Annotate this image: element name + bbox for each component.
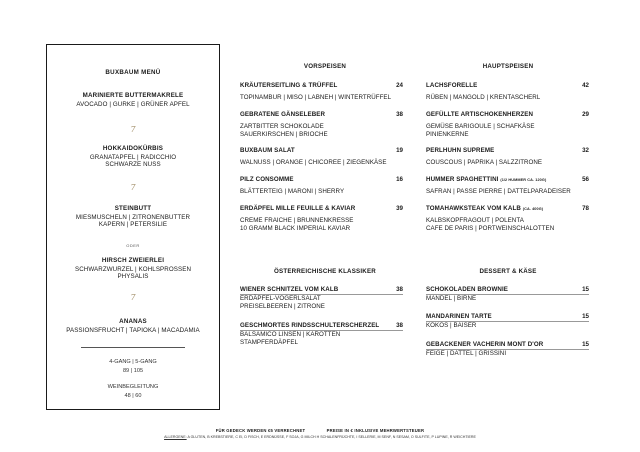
gang-label: 4-GANG | 5-GANG: [109, 359, 157, 365]
item-portion: (1/2 HUMMER CA. 120G): [500, 178, 547, 182]
footer-notes: [0, 428, 640, 433]
item-desc: RÜBEN | MANGOLD | KRENTASCHERL: [426, 94, 541, 101]
tasting-menu-title: BUXBAUM MENÜ: [105, 69, 161, 76]
tasting-menu-box: [46, 44, 220, 410]
menu-item: [426, 205, 589, 234]
course-line: GRANATAPFEL | RADICCHIO: [89, 154, 177, 161]
divider: [81, 347, 185, 348]
tasting-course: [49, 145, 217, 168]
item-price: 38: [396, 286, 403, 293]
item-name: GEBRATENE GÄNSELEBER: [240, 111, 326, 118]
item-desc: CAFE DE PARIS | PORTWEINSCHALOTTEN: [426, 225, 555, 233]
item-desc: BLÄTTERTEIG | MARONI | SHERRY: [240, 188, 345, 195]
wine-prices: 48 | 60: [124, 393, 142, 399]
course-name: STEINBUTT: [114, 205, 152, 212]
menu-item: [240, 286, 403, 311]
menu-item: [240, 111, 403, 140]
item-desc: FEIGE | DATTEL | GRISSINI: [426, 349, 507, 357]
course-line: KAPERN | PETERSILIE: [98, 221, 168, 228]
course-name: HIRSCH ZWEIERLEI: [101, 257, 165, 264]
item-price: 38: [396, 322, 403, 329]
course-line: SCHWARZE NUSS: [105, 161, 161, 168]
item-price: 38: [396, 111, 403, 118]
item-desc: PREISELBEEREN | ZITRONE: [240, 303, 325, 310]
menu-item: [426, 286, 589, 303]
ornament-icon: 7: [130, 183, 136, 192]
item-price: 78: [582, 205, 589, 212]
course-line: PASSIONSFRUCHT | TAPIOKA | MACADAMIA: [66, 327, 200, 334]
dessert-heading: DESSERT & KÄSE: [479, 268, 537, 275]
item-price: 16: [396, 176, 403, 183]
item-price: 42: [582, 82, 589, 89]
item-name: WIENER SCHNITZEL VOM KALB: [240, 286, 339, 293]
tasting-course: [49, 257, 217, 280]
gedeck-note: FÜR GEDECK WERDEN €5 VERRECHNET: [215, 428, 306, 433]
item-name: MANDARINEN TARTE: [426, 313, 492, 320]
course-line: SCHWARZWURZEL | KOHLSPROSSEN: [74, 266, 192, 273]
allergen-legend: [0, 435, 640, 439]
menu-item: [426, 111, 589, 140]
menu-item: [240, 82, 403, 102]
item-price: 15: [582, 341, 589, 348]
allergen-label: ALLERGENE:: [164, 435, 187, 439]
menu-item: [240, 176, 403, 196]
item-name: GEBACKENER VACHERIN MONT D'OR: [426, 341, 544, 348]
item-name: LACHSFORELLE: [426, 82, 478, 89]
menu-item: [426, 82, 589, 102]
item-desc: SAFRAN | PASSE PIERRE | DATTELPARADEISER: [426, 188, 571, 195]
item-desc: SAUERKIRSCHEN | BRIOCHE: [240, 131, 328, 139]
preise-note: PREISE IN € INKLUSIVE MEHRWERTSTEUER: [326, 428, 425, 433]
menu-item: [240, 147, 403, 167]
item-desc: KOKOS | BAISER: [426, 321, 477, 329]
item-price: 19: [396, 147, 403, 154]
tasting-course: [49, 318, 217, 334]
item-name-text: TOMAHAWKSTEAK VOM KALB: [426, 205, 521, 212]
item-desc: GEMÜSE BARIGOULE | SCHAFKÄSE: [426, 123, 535, 130]
item-desc: COUSCOUS | PAPRIKA | SALZZITRONE: [426, 159, 543, 166]
item-price: 32: [582, 147, 589, 154]
item-name: GEFÜLLTE ARTISCHOKENHERZEN: [426, 111, 534, 118]
item-desc: KALBSKOPFRAGOUT | POLENTA: [426, 217, 524, 224]
course-name: ANANAS: [119, 318, 147, 325]
item-name: PERLHUHN SUPREME: [426, 147, 495, 154]
item-name: SCHOKOLADEN BROWNIE: [426, 286, 508, 293]
item-name: KRÄUTERSEITLING & TRÜFFEL: [240, 82, 338, 89]
tasting-course: [49, 205, 217, 228]
item-price: 56: [582, 176, 589, 183]
menu-item: [240, 205, 403, 234]
item-name: [426, 176, 546, 183]
gang-prices: 89 | 105: [122, 368, 144, 374]
item-desc: PINIENKERNE: [426, 131, 469, 139]
item-portion: (CA. 400G): [522, 207, 544, 211]
item-desc: 10 GRAMM BLACK IMPERIAL KAVIAR: [240, 225, 351, 233]
course-line: AVOCADO | GURKE | GRÜNER APFEL: [76, 101, 190, 108]
item-desc: CREME FRAICHE | BRUNNENKRESSE: [240, 217, 354, 224]
item-name-text: HUMMER SPAGHETTINI: [426, 176, 499, 183]
item-desc: BALSAMICO LINSEN | KAROTTEN: [240, 330, 341, 338]
menu-item: [426, 147, 589, 167]
klassiker-heading: ÖSTERREICHISCHE KLASSIKER: [274, 268, 376, 275]
item-name: PILZ CONSOMME: [240, 176, 294, 183]
item-desc: WALNUSS | ORANGE | CHICOREE | ZIEGENKÄSE: [240, 159, 387, 166]
wine-label: WEINBEGLEITUNG: [107, 384, 159, 390]
or-label: ODER: [126, 243, 140, 248]
menu-item: [240, 322, 403, 347]
item-name: ERDÄPFEL MILLE FEUILLE & KAVIAR: [240, 205, 356, 212]
menu-item: [426, 313, 589, 330]
item-desc: STAMPFERDÄPFEL: [240, 339, 298, 346]
item-name: BUXBAUM SALAT: [240, 147, 295, 154]
item-name: GESCHMORTES RINDSSCHULTERSCHERZEL: [240, 322, 380, 329]
ornament-icon: 7: [130, 125, 136, 134]
menu-item: [426, 176, 589, 196]
ornament-icon: 7: [130, 293, 136, 302]
item-name: [426, 205, 543, 212]
item-price: 24: [396, 82, 403, 89]
menu-item: [426, 341, 589, 358]
vorspeisen-heading: VORSPEISEN: [303, 63, 347, 70]
item-desc: ZARTBITTER SCHOKOLADE: [240, 123, 324, 130]
item-desc: ERDÄPFEL-VOGERLSALAT: [240, 294, 321, 302]
course-name: HOKKAIDOKÜRBIS: [102, 145, 164, 152]
hauptspeisen-heading: HAUPTSPEISEN: [482, 63, 534, 70]
tasting-course: [49, 92, 217, 108]
item-desc: TOPINAMBUR | MISO | LABNEH | WINTERTRÜFFEL: [240, 94, 392, 101]
item-price: 15: [582, 286, 589, 293]
item-price: 29: [582, 111, 589, 118]
item-price: 15: [582, 313, 589, 320]
item-price: 39: [396, 205, 403, 212]
item-desc: MANDEL | BIRNE: [426, 294, 477, 302]
course-line: MIESMUSCHELN | ZITRONENBUTTER: [75, 214, 191, 221]
course-line: PHYSALIS: [117, 273, 149, 280]
allergen-text: A GLUTEN, B KREBSTIERE, C EI, D FISCH, E ERDNÜSSE, F SOJA, G MILCH H SCHALENFRÜCHTE, I SELLERIE, M SENF, N SESAM, O SULFITE, P LUPINE, R WEICHTIERE: [186, 435, 476, 439]
course-name: MARINIERTE BUTTERMAKRELE: [82, 92, 184, 99]
